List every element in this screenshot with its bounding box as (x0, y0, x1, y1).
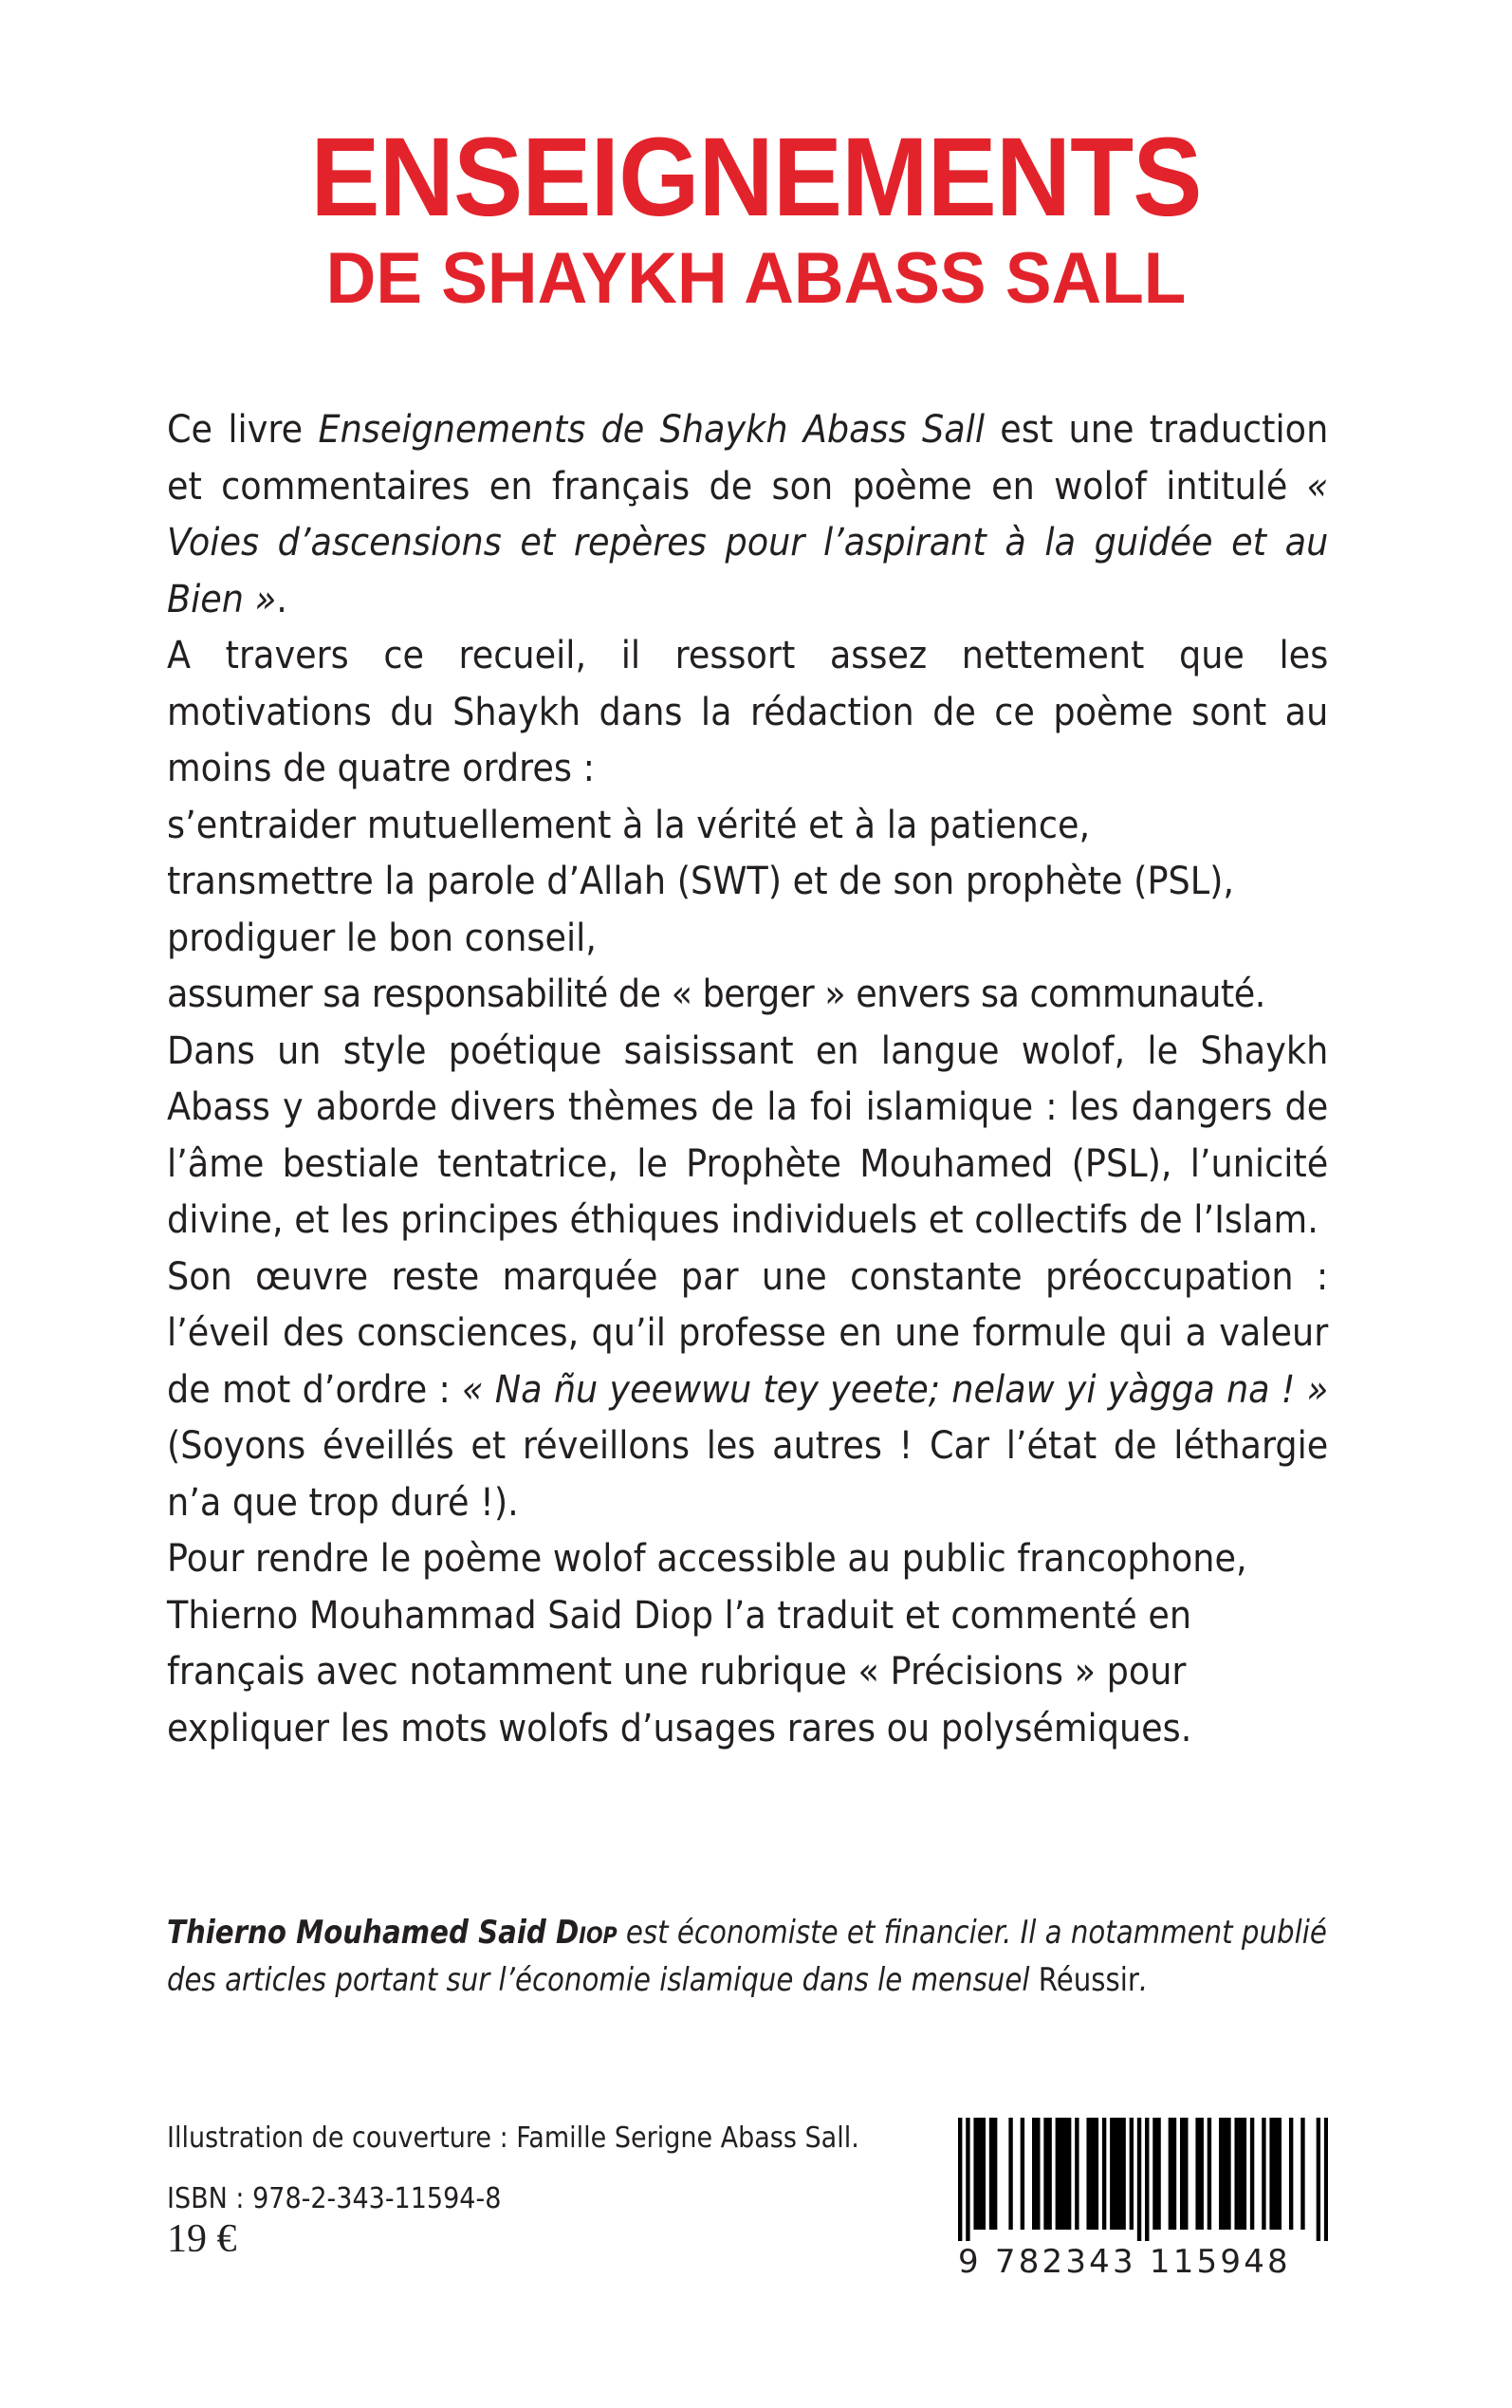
barcode-bar (993, 2118, 997, 2230)
barcode-bar (1269, 2118, 1273, 2230)
barcode-bar (1239, 2118, 1243, 2230)
barcode-bar (958, 2118, 962, 2241)
summary-paragraph-4: Son œuvre reste marquée par une constante préoccupation : l’éveil des consciences, qu’il professe en une formule qui a valeur de mot d’ordre : « Na ñu yeewwu tey yeete; nelaw yi yàgga na ! » (Soyons éveillés et réveillons les autres ! Car l’état de léthargie n’a que trop duré !). (167, 1254, 1329, 1525)
barcode-bar (1300, 2118, 1304, 2230)
barcode-bar (1130, 2118, 1134, 2230)
barcode-bar (1036, 2118, 1040, 2230)
barcode-bar (1121, 2118, 1125, 2230)
price: 19 € (167, 2217, 237, 2261)
barcode-bar (1032, 2118, 1036, 2230)
barcode-bar (1250, 2118, 1254, 2230)
barcode-bar (1008, 2118, 1012, 2230)
barcode-bar (1234, 2118, 1238, 2230)
barcode-bar (973, 2118, 977, 2230)
title-block (0, 115, 1512, 319)
barcode-bar (1172, 2118, 1176, 2230)
barcode-bar (1223, 2118, 1226, 2230)
barcode-bar (1110, 2118, 1114, 2230)
summary-paragraph-2: A travers ce recueil, il ressort assez nettement que les motivations du Shaykh dans la rédaction de ce poème sont au moins de quatre ordres : (167, 634, 1329, 790)
motivation-item: transmettre la parole d’Allah (SWT) et de son prophète (PSL), (167, 860, 1235, 903)
summary-paragraph-5: Pour rendre le poème wolof accessible au public francophone, Thierno Mouhammad Said Diop l’a traduit et commenté en français avec notamment une rubrique « Précisions » pour expliquer les mots wolofs d’usages rares ou polysémiques. (167, 1537, 1247, 1750)
barcode-bar (1278, 2118, 1282, 2230)
barcode-bar (1102, 2118, 1106, 2230)
barcode-bar (1226, 2118, 1230, 2230)
barcode-bar (982, 2118, 986, 2230)
back-cover-summary (167, 402, 1328, 1757)
barcode-bar (1156, 2118, 1160, 2230)
barcode-bar (1137, 2118, 1141, 2241)
barcode-bar (1195, 2118, 1199, 2230)
barcode-bar (1274, 2118, 1278, 2230)
barcode-bar (1060, 2118, 1063, 2230)
summary-paragraph-3: Dans un style poétique saisissant en langue wolof, le Shaykh Abass y aborde divers thèmes de la foi islamique : les dangers de l’âme bestiale tentatrice, le Prophète Mouhamed (PSL), l’unicité divine, et les principes éthiques individuels et collectifs de l’Islam. (167, 1028, 1329, 1242)
barcode-bar (1047, 2118, 1051, 2230)
barcode-bar (1184, 2118, 1188, 2230)
illustration-credit: Illustration de couverture : Famille Serigne Abass Sall. (167, 2121, 859, 2155)
barcode (958, 2118, 1328, 2281)
barcode-digits: 9 782343 115948 (958, 2243, 1291, 2281)
barcode-bar (1219, 2118, 1223, 2230)
motivation-item: assumer sa responsabilité de « berger » envers sa communauté. (167, 972, 1265, 1016)
barcode-bar (1086, 2118, 1090, 2230)
barcode-bar (1289, 2118, 1293, 2230)
book-title: ENSEIGNEMENTS (310, 115, 1202, 240)
barcode-bar (1317, 2118, 1320, 2241)
barcode-bar (1324, 2118, 1328, 2241)
barcode-bar (1063, 2118, 1067, 2230)
barcode-bar (1180, 2118, 1184, 2230)
barcode-bar (966, 2118, 969, 2241)
barcode-bar (989, 2118, 993, 2230)
barcode-bar (1169, 2118, 1172, 2230)
barcode-bar (1200, 2118, 1204, 2230)
barcode-bars (958, 2118, 1328, 2241)
barcode-bar (978, 2118, 982, 2230)
motivation-item: prodiguer le bon conseil, (167, 916, 597, 960)
barcode-bar (1091, 2118, 1095, 2230)
barcode-bar (1208, 2118, 1211, 2230)
barcode-bar (1095, 2118, 1098, 2230)
barcode-bar (1145, 2118, 1149, 2241)
motivation-item: s’entraider mutuellement à la vérité et à la patience, (167, 803, 1091, 847)
isbn: ISBN : 978-2-343-11594-8 (167, 2182, 502, 2215)
barcode-bar (1114, 2118, 1117, 2230)
book-subtitle: DE SHAYKH ABASS SALL (325, 238, 1187, 319)
barcode-bar (1117, 2118, 1121, 2230)
barcode-bar (1067, 2118, 1071, 2230)
barcode-bar (1021, 2118, 1024, 2230)
barcode-bar (1056, 2118, 1060, 2230)
barcode-bar (1043, 2118, 1047, 2230)
summary-paragraph-1: Ce livre Enseignements de Shaykh Abass Sall est une traduction et commentaires en français de son poème en wolof intitulé « Voies d’ascensions et repères pour l’aspirant à la guidée et au Bien ». (167, 408, 1329, 621)
barcode-bar (1243, 2118, 1246, 2230)
barcode-bar (1262, 2118, 1265, 2230)
barcode-bar (1075, 2118, 1079, 2230)
barcode-bar (1152, 2118, 1156, 2230)
author-bio: Thierno Mouhamed Said Diop est économiste et financier. Il a notamment publié des articles portant sur l’économie islamique dans le mensuel Réussir. (167, 1914, 1327, 1999)
